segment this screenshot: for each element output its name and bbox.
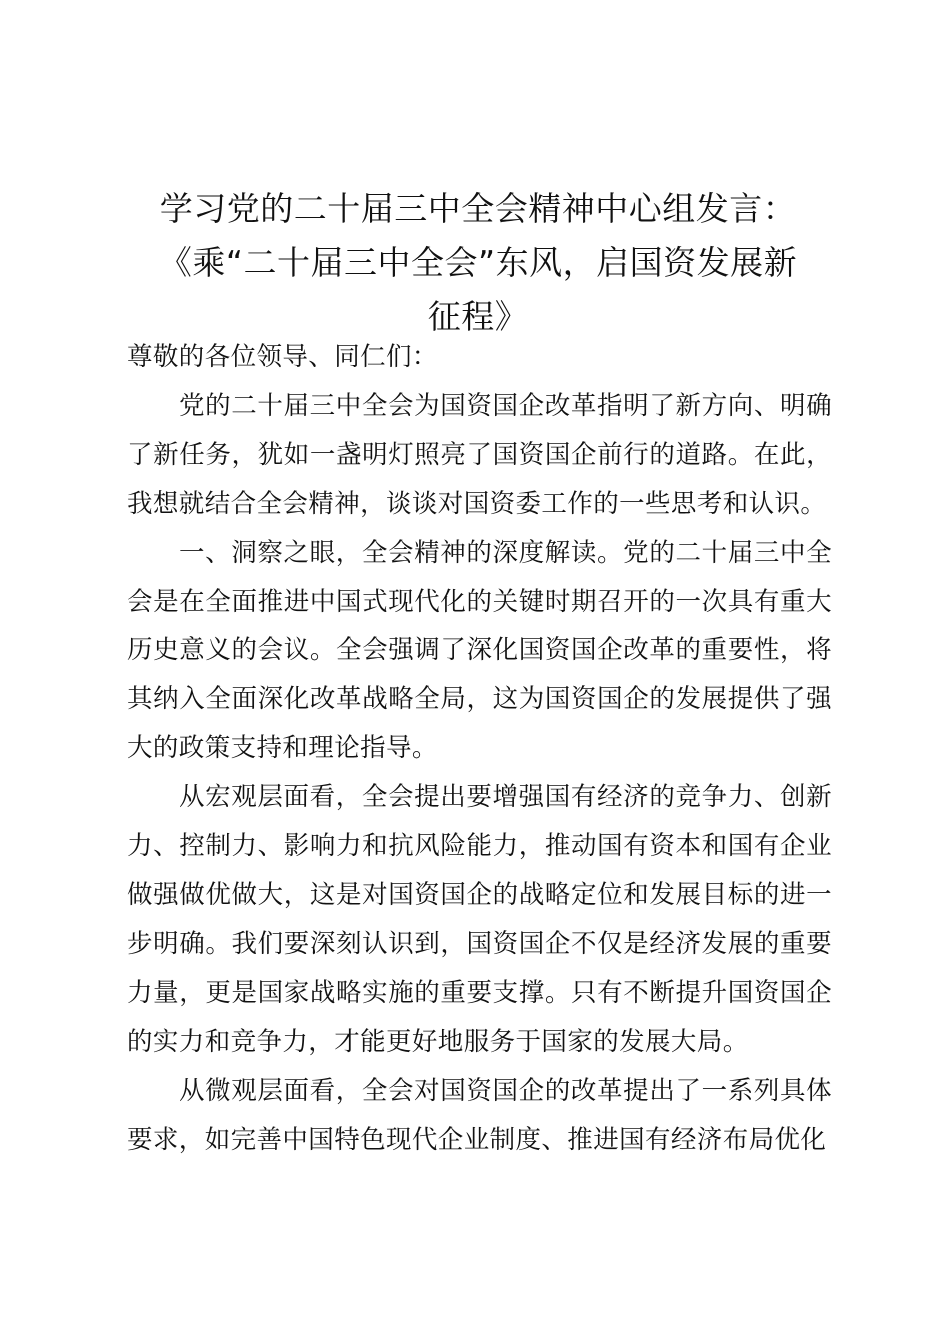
title-line-3: 征程》 <box>427 297 529 336</box>
paragraph-macro-view: 从宏观层面看，全会提出要增强国有经济的竞争力、创新力、控制力、影响力和抗风险能力，推动国有资本和国有企业做强做优做大，这是对国资国企的战略定位和发展目标的进一步明确。我们要深刻认识到，国资国企不仅是经济发展的重要力量，更是国家战略实施的重要支撑。只有不断提升国资国企的实力和竞争力，才能更好地服务于国家的发展大局。 <box>127 782 832 1057</box>
salutation: 尊敬的各位领导、同仁们： <box>127 342 438 372</box>
title-line-2: 《乘“二十届三中全会”东风，启国资发展新 <box>158 243 798 282</box>
document-body <box>127 333 832 1164</box>
document-title <box>120 182 836 344</box>
paragraph-intro: 党的二十届三中全会为国资国企改革指明了新方向、明确了新任务，犹如一盏明灯照亮了国资国企前行的道路。在此，我想就结合全会精神，谈谈对国资委工作的一些思考和认识。 <box>127 390 832 519</box>
title-line-1: 学习党的二十届三中全会精神中心组发言： <box>159 189 797 228</box>
paragraph-micro-view: 从微观层面看，全会对国资国企的改革提出了一系列具体要求，如完善中国特色现代企业制度、推进国有经济布局优化 <box>127 1075 832 1155</box>
paragraph-section-one: 一、洞察之眼，全会精神的深度解读。党的二十届三中全会是在全面推进中国式现代化的关键时期召开的一次具有重大历史意义的会议。全会强调了深化国资国企改革的重要性，将其纳入全面深化改革战略全局，这为国资国企的发展提供了强大的政策支持和理论指导。 <box>127 537 832 764</box>
